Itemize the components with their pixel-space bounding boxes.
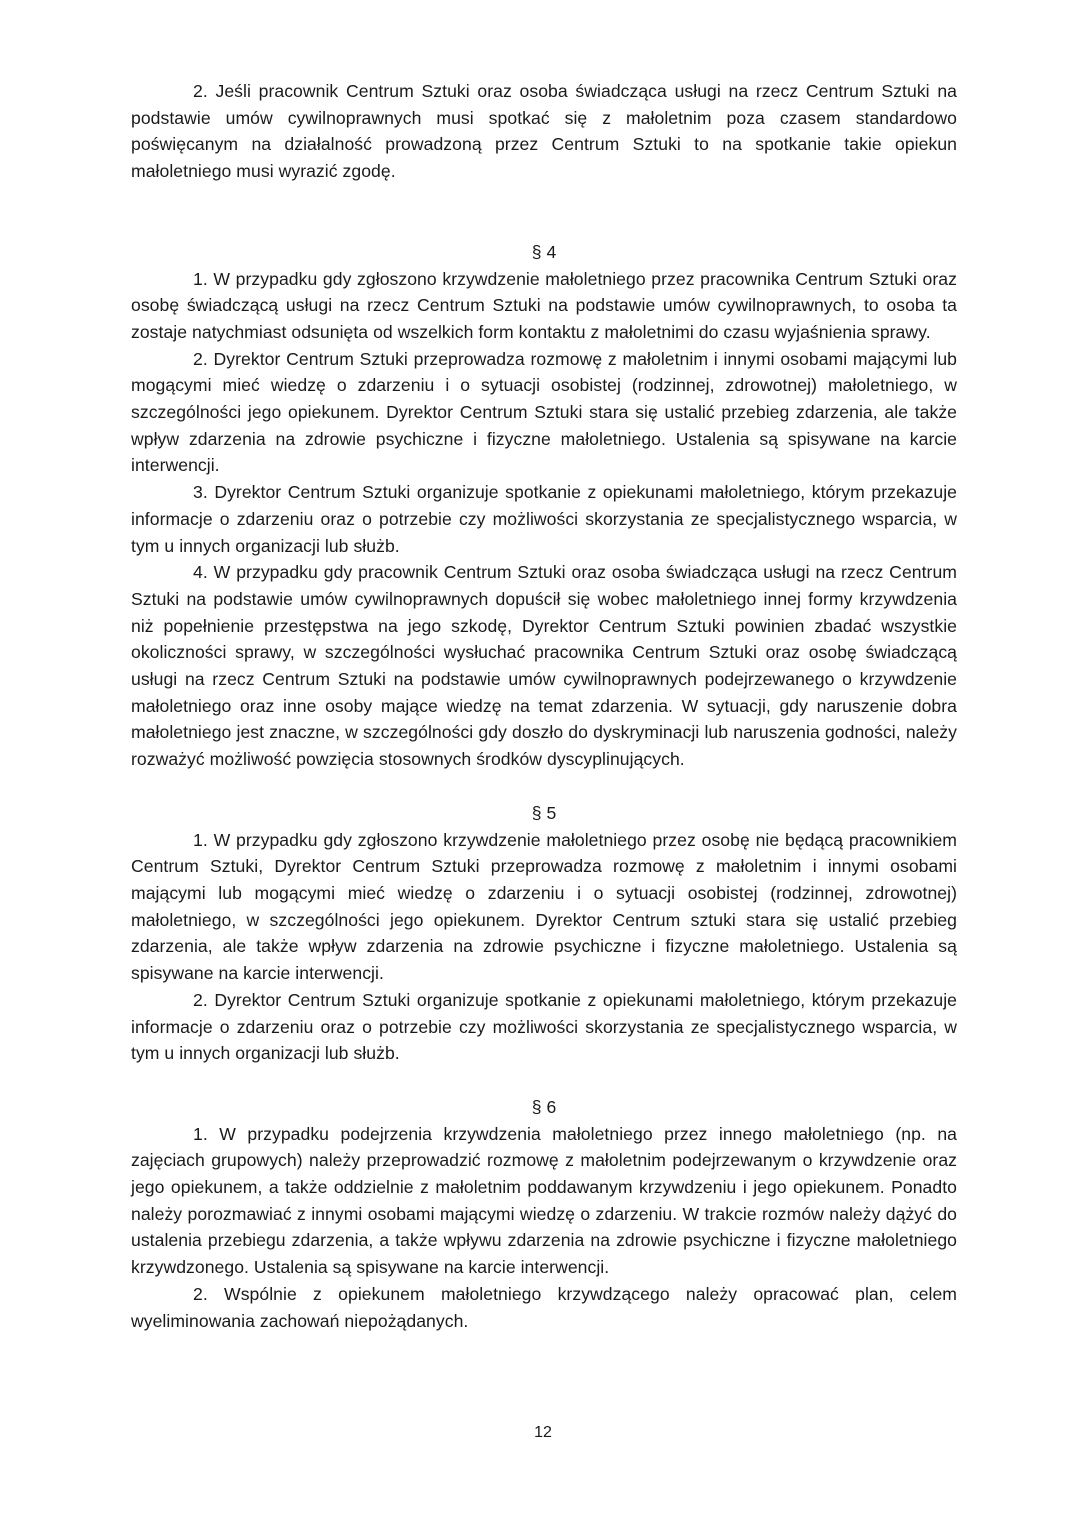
section-4: [131, 239, 957, 773]
paragraph-6-2: 2. Wspólnie z opiekunem małoletniego krzywdzącego należy opracować plan, celem wyeliminowania zachowań niepożądanych.: [131, 1283, 957, 1331]
section-heading-6: § 6: [531, 1096, 557, 1117]
page-number: 12: [534, 1424, 552, 1441]
paragraph-5-2: 2. Dyrektor Centrum Sztuki organizuje spotkanie z opiekunami małoletniego, którym przekazuje informacje o zdarzeniu oraz o potrzebie czy możliwości skorzystania ze specjalistycznego wsparcia, w tym u innych organizacji lub służb.: [131, 989, 957, 1064]
spacer: [131, 1067, 957, 1094]
spacer: [131, 773, 957, 800]
spacer: [131, 185, 957, 239]
paragraph-4-2: 2. Dyrektor Centrum Sztuki przeprowadza rozmowę z małoletnim i innymi osobami mającymi lub mogącymi mieć wiedzę o zdarzeniu i o sytuacji osobistej (rodzinnej, zdrowotnej) małoletniego, w szczególności jego opiekunem. Dyrektor Centrum Sztuki stara się ustalić przebieg zdarzenia, ale także wpływ zdarzenia na zdrowie psychiczne i fizyczne małoletniego. Ustalenia są spisywane na karcie interwencji.: [131, 348, 957, 476]
paragraph-3-2: 2. Jeśli pracownik Centrum Sztuki oraz osoba świadcząca usługi na rzecz Centrum Sztuki na podstawie umów cywilnoprawnych musi spotkać się z małoletnim poza czasem standardowo poświęcanym na działalność prowadzoną przez Centrum Sztuki to na spotkanie takie opiekun małoletniego musi wyrazić zgodę.: [131, 81, 957, 182]
paragraph-4-4: 4. W przypadku gdy pracownik Centrum Sztuki oraz osoba świadcząca usługi na rzecz Centrum Sztuki na podstawie umów cywilnoprawnych dopuścił się wobec małoletniego innej formy krzywdzenia niż popełnienie przestępstwa na jego szkodę, Dyrektor Centrum Sztuki powinien zbadać wszystkie okoliczności sprawy, w szczególności wysłuchać pracownika Centrum Sztuki oraz osobę świadczącą usługi na rzecz Centrum Sztuki na podstawie umów cywilnoprawnych podejrzewanego o krzywdzenie małoletniego oraz inne osoby mające wiedzę na temat zdarzenia. W sytuacji, gdy naruszenie dobra małoletniego jest znaczne, w szczególności gdy doszło do dyskryminacji lub naruszenia godności, należy rozważyć możliwość powzięcia stosownych środków dyscyplinujących.: [131, 562, 957, 770]
section-heading-5: § 5: [531, 802, 557, 823]
section-5: [131, 800, 957, 1067]
section-heading-4: § 4: [531, 241, 557, 262]
section-6: [131, 1094, 957, 1334]
paragraph-4-3: 3. Dyrektor Centrum Sztuki organizuje spotkanie z opiekunami małoletniego, którym przekazuje informacje o zdarzeniu oraz o potrzebie czy możliwości skorzystania ze specjalistycznego wsparcia, w tym u innych organizacji lub służb.: [131, 482, 957, 556]
paragraph-4-1: 1. W przypadku gdy zgłoszono krzywdzenie małoletniego przez pracownika Centrum Sztuki oraz osobę świadczącą usługi na rzecz Centrum Sztuki na podstawie umów cywilnoprawnych, to osoba ta zostaje natychmiast odsunięta od wszelkich form kontaktu z małoletnimi do czasu wyjaśnienia sprawy.: [131, 268, 957, 342]
paragraph-5-1: 1. W przypadku gdy zgłoszono krzywdzenie małoletniego przez osobę nie będącą pracownikiem Centrum Sztuki, Dyrektor Centrum Sztuki przeprowadza rozmowę z małoletnim i innymi osobami mającymi lub mogącymi mieć wiedzę o zdarzeniu i o sytuacji osobistej (rodzinnej, zdrowotnej) małoletniego, w szczególności jego opiekunem. Dyrektor Centrum sztuki stara się ustalić przebieg zdarzenia, ale także wpływ zdarzenia na zdrowie psychiczne i fizyczne małoletniego. Ustalenia są spisywane na karcie interwencji.: [131, 829, 957, 984]
document-body: [131, 78, 957, 1334]
paragraph-6-1: 1. W przypadku podejrzenia krzywdzenia małoletniego przez innego małoletniego (np. na zajęciach grupowych) należy przeprowadzić rozmowę z małoletnim podejrzewanym o krzywdzenie oraz jego opiekunem, a także oddzielnie z małoletnim poddawanym krzywdzeniu i jego opiekunem. Ponadto należy porozmawiać z innymi osobami mającymi wiedzę o zdarzeniu. W trakcie rozmów należy dążyć do ustalenia przebiegu zdarzenia, a także wpływu zdarzenia na zdrowie psychiczne i fizyczne małoletniego krzywdzonego. Ustalenia są spisywane na karcie interwencji.: [131, 1123, 957, 1278]
